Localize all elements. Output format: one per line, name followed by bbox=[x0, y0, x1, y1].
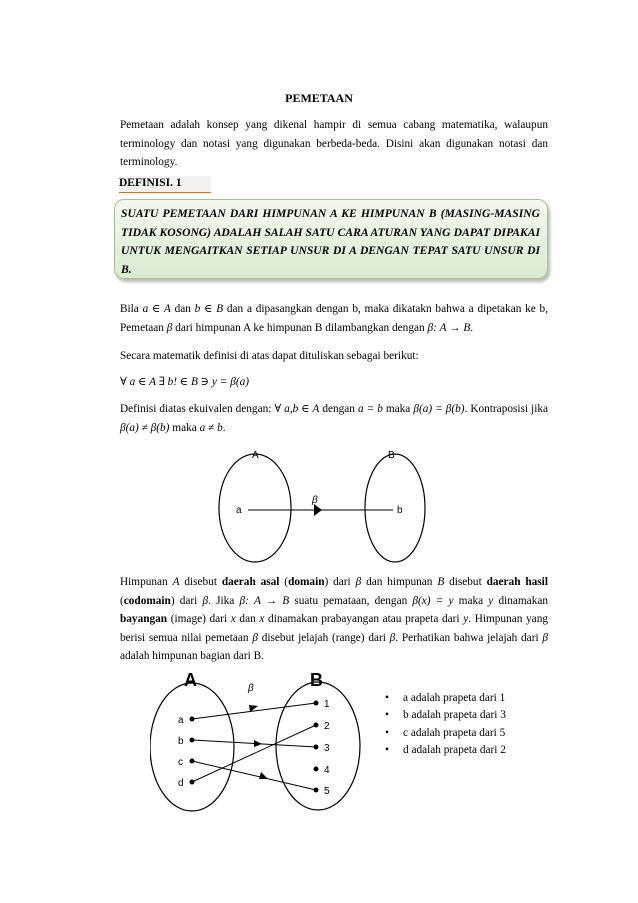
arrowhead-c-icon bbox=[259, 772, 268, 779]
arrow-a-1 bbox=[192, 703, 316, 719]
arrow-d-2 bbox=[192, 725, 316, 782]
codomain-4: 4 bbox=[324, 765, 330, 776]
list-item: • c adalah prapeta dari 5 bbox=[385, 726, 506, 739]
formula: ∀ a ∈ A ∃ b! ∈ B ∋ y = β(a) bbox=[120, 376, 249, 388]
page-title: PEMETAAN bbox=[285, 91, 353, 105]
bullet-list bbox=[385, 690, 506, 759]
element-b: b bbox=[397, 505, 403, 516]
arrow-c-5 bbox=[192, 761, 316, 790]
list-item: • a adalah prapeta dari 1 bbox=[385, 692, 506, 704]
paragraph-himpunan: Himpunan A disebut daerah asal (domain) dari β dan himpunan B disebut daerah hasil (codomain) dari β. Jika β: A → B suatu pemataan, dengan β(x) = y maka y dinamakan bayangan (image) dari x dan x dinamakan prabayangan atau prapeta dari y. Himpunan yang berisi semua nilai pemetaan β disebut jelajah (range) dari β. Perhatikan bahwa jelajah dari β adalah himpunan bagian dari B. bbox=[120, 576, 549, 662]
paragraph-secara: Secara matematik definisi di atas dapat dituliskan sebagai berikut: bbox=[120, 350, 419, 362]
codomain-1: 1 bbox=[324, 699, 330, 710]
domain-b: b bbox=[178, 736, 184, 747]
paragraph-bila: Bila a ∈ A dan b ∈ B dan a dipasangkan dengan b, maka dikatakn bahwa a dipetakan ke b, Pemetaan β dari himpunan A ke himpunan B dilambangkan dengan β: A → B. bbox=[120, 303, 549, 334]
set-a-ellipse bbox=[219, 454, 291, 562]
domain-ellipse bbox=[150, 683, 234, 811]
codomain-5: 5 bbox=[324, 786, 330, 797]
arrowhead-b-icon bbox=[254, 740, 262, 747]
set-b-ellipse bbox=[365, 454, 425, 562]
list-item: • d adalah prapeta dari 2 bbox=[385, 743, 506, 756]
map-label: β bbox=[248, 683, 254, 694]
map-label: β bbox=[312, 495, 318, 506]
element-a: a bbox=[236, 505, 242, 516]
domain-d: d bbox=[178, 778, 184, 789]
mapping-diagram-1 bbox=[210, 440, 430, 565]
domain-a: a bbox=[178, 715, 184, 726]
dot-4 bbox=[314, 767, 319, 772]
set-a-label: A bbox=[252, 450, 259, 461]
definition-heading: DEFINISI. 1 bbox=[119, 176, 211, 193]
mapping-diagram-2 bbox=[150, 662, 370, 812]
codomain-2: 2 bbox=[324, 721, 330, 732]
domain-c: c bbox=[178, 757, 183, 768]
set-b-label: B bbox=[310, 670, 323, 690]
list-item: • b adalah prapeta dari 3 bbox=[385, 709, 506, 722]
set-b-label: B bbox=[388, 450, 395, 461]
definition-text: SUATU PEMETAAN DARI HIMPUNAN A KE HIMPUNAN B (MASING-MASING TIDAK KOSONG) ADALAH SALAH SATU CARA ATURAN YANG DAPAT DIPAKAI UNTUK MENGAITKAN SETIAP UNSUR DI A DENGAN TEPAT SATU UNSUR DI B. bbox=[121, 207, 540, 276]
codomain-3: 3 bbox=[324, 743, 330, 754]
paragraph-ekuivalen: Definisi diatas ekuivalen dengan: ∀ a,b ∈ A dengan a = b maka β(a) = β(b). Kontraposisi jika β(a) ≠ β(b) maka a ≠ b. bbox=[120, 403, 548, 434]
intro-paragraph: Pemetaan adalah konsep yang dikenal hampir di semua cabang matematika, walaupun terminology dan notasi yang digunakan berbeda-beda. Disini akan digunakan notasi dan terminology. bbox=[120, 119, 548, 168]
set-a-label: A bbox=[184, 670, 197, 690]
